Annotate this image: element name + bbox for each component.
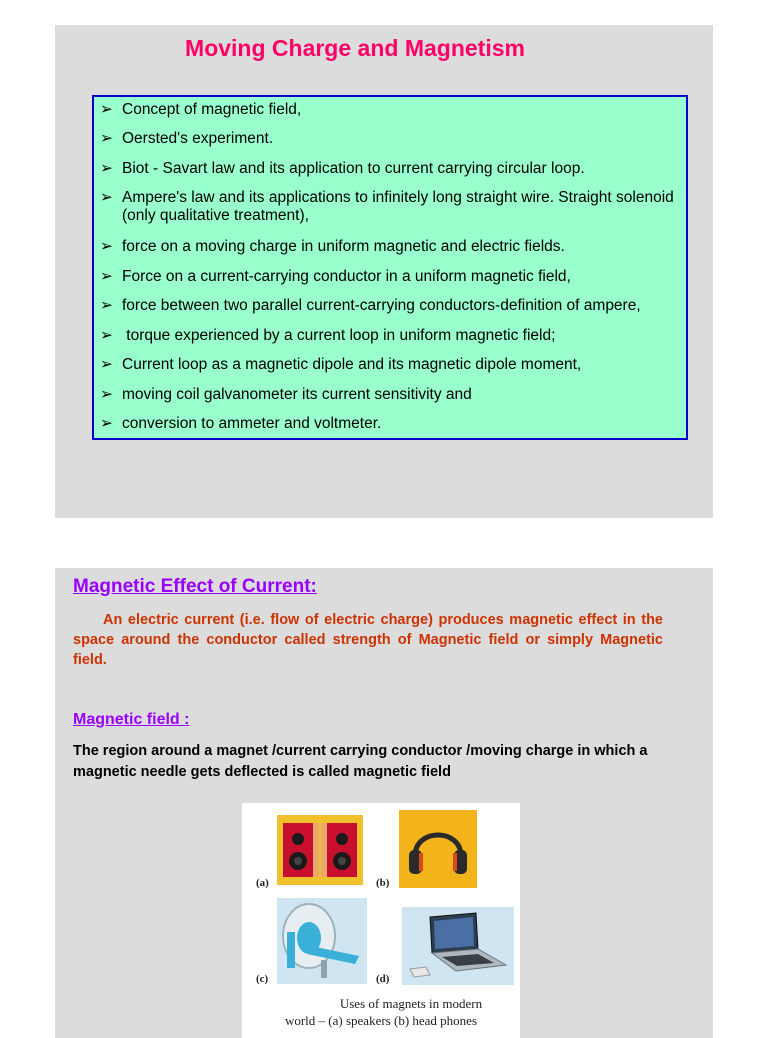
arrow-bullet-icon: ➢ <box>100 101 113 118</box>
arrow-bullet-icon: ➢ <box>100 189 113 206</box>
caption-line-1: Uses of magnets in modern <box>339 996 483 1011</box>
topic-item: ➢ force on a moving charge in uniform magnetic and electric fields. <box>100 238 565 255</box>
mri-scanner-image <box>277 898 367 989</box>
speakers-image <box>277 815 363 890</box>
intro-paragraph: An electric current (i.e. flow of electric charge) produces magnetic effect in the space around the conductor called strength of Magnetic field or simply Magnetic field. <box>73 612 663 668</box>
arrow-bullet-icon: ➢ <box>100 130 113 147</box>
laptop-image <box>402 907 514 990</box>
topic-item: ➢ torque experienced by a current loop in uniform magnetic field; <box>100 327 556 344</box>
topic-item: ➢ conversion to ammeter and voltmeter. <box>100 415 382 432</box>
topic-item: ➢ Concept of magnetic field, <box>100 101 302 118</box>
arrow-bullet-icon: ➢ <box>100 297 113 314</box>
magnet-uses-figure <box>242 803 520 1038</box>
topic-item: ➢ Current loop as a magnetic dipole and its magnetic dipole moment, <box>100 356 582 373</box>
arrow-bullet-icon: ➢ <box>100 160 113 177</box>
slide-1 <box>55 25 713 518</box>
section-heading: Magnetic Effect of Current: <box>73 576 317 597</box>
topic-item: ➢ Oersted's experiment. <box>100 130 274 147</box>
definition-paragraph: The region around a magnet /current carrying conductor /moving charge in which a magnetic needle gets deflected is called magnetic field <box>73 743 648 780</box>
topic-item: ➢ Force on a current-carrying conductor in a uniform magnetic field, <box>100 268 571 285</box>
arrow-bullet-icon: ➢ <box>100 415 113 432</box>
slide-2 <box>55 568 713 1038</box>
arrow-bullet-icon: ➢ <box>100 327 113 344</box>
caption-line-2: world – (a) speakers (b) head phones <box>284 1013 478 1028</box>
topics-box <box>92 95 688 440</box>
arrow-bullet-icon: ➢ <box>100 268 113 285</box>
arrow-bullet-icon: ➢ <box>100 356 113 373</box>
topic-item: ➢ force between two parallel current-carrying conductors-definition of ampere, <box>100 297 641 314</box>
topic-item: ➢ Biot - Savart law and its application to current carrying circular loop. <box>100 160 585 177</box>
label-c: (c) <box>256 973 269 985</box>
slide-title: Moving Charge and Magnetism <box>185 35 525 61</box>
label-d: (d) <box>376 973 390 985</box>
topic-item: ➢ Ampere's law and its applications to infinitely long straight wire. Straight solenoid (only qualitative treatment), <box>100 189 674 224</box>
headphones-image <box>399 810 477 893</box>
subheading: Magnetic field : <box>73 711 190 728</box>
topic-item: ➢ moving coil galvanometer its current sensitivity and <box>100 386 472 403</box>
arrow-bullet-icon: ➢ <box>100 238 113 255</box>
arrow-bullet-icon: ➢ <box>100 386 113 403</box>
label-a: (a) <box>256 877 269 889</box>
label-b: (b) <box>376 877 390 889</box>
